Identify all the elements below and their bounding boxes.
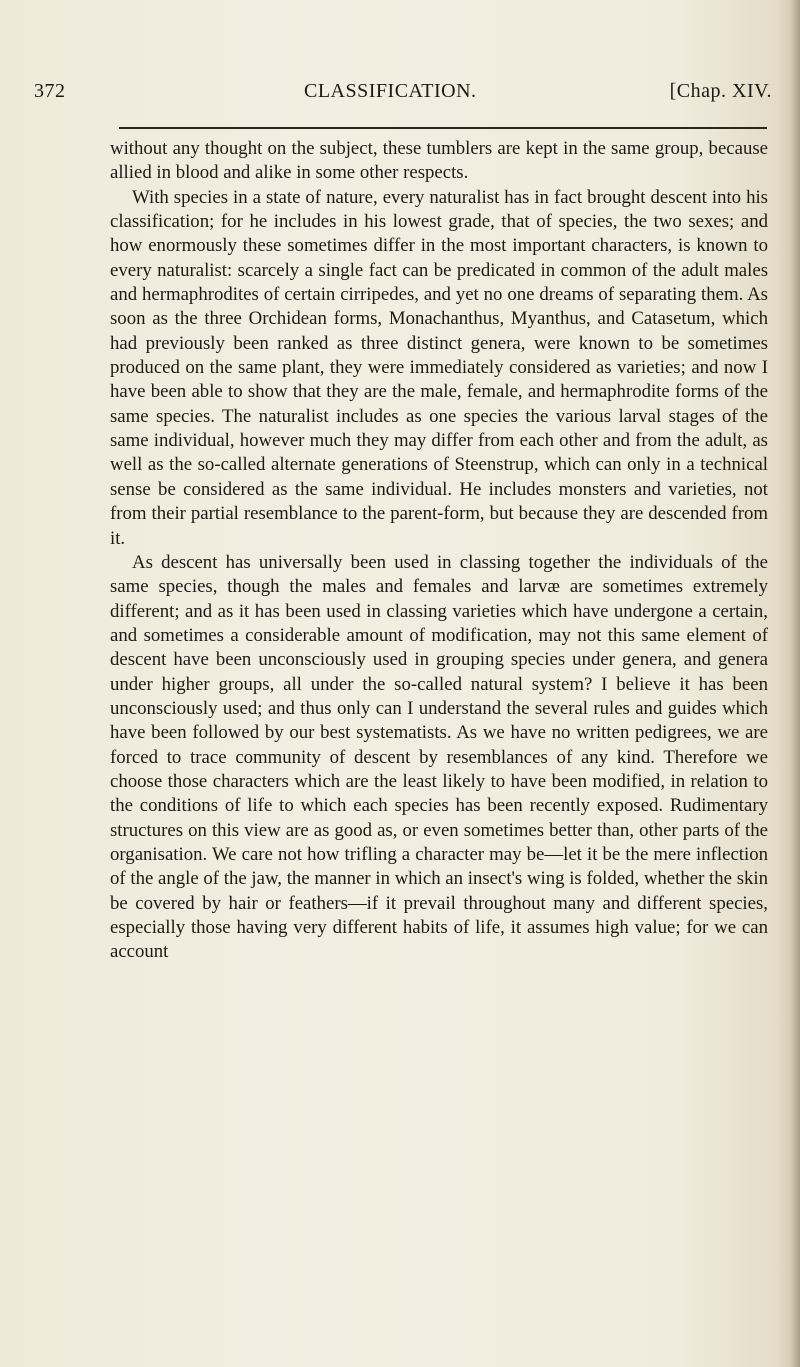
body-text [110,137,768,965]
header-rule [119,127,767,129]
running-head [34,80,772,110]
page-number: 372 [34,80,66,102]
paragraph-1: without any thought on the subject, these tumblers are kept in the same group, because allied in blood and alike in some other respects. [110,138,768,184]
chapter-title: CLASSIFICATION. [304,80,477,102]
page-edge-shadow [790,0,800,1367]
paragraph-2: With species in a state of nature, every naturalist has in fact brought descent into his classification; for he includes in his lowest grade, that of species, the two sexes; and how enormously these sometimes differ in the most important characters, is known to every naturalist: scarcely a single fact can be predicated in common of the adult males and hermaphrodites of certain cirripedes, and yet no one dreams of separating them. As soon as the three Orchidean forms, Monachanthus, Myanthus, and Catasetum, which had previously been ranked as three distinct genera, were known to be sometimes produced on the same plant, they were immediately considered as varieties; and now I have been able to show that they are the male, female, and hermaphrodite forms of the same species. The naturalist includes as one species the various larval stages of the same individual, however much they may differ from each other and from the adult, as well as the so-called alternate generations of Steenstrup, which can only in a technical sense be considered as the same individual. He includes monsters and varieties, not from their partial resemblance to the parent-form, but because they are descended from it. [110,186,768,549]
paragraph-3: As descent has universally been used in classing together the individuals of the same species, though the males and females and larvæ are sometimes extremely different; and as it has been used in classing varieties which have undergone a certain, and sometimes a considerable amount of modification, may not this same element of descent have been unconsciously used in grouping species under genera, and genera under higher groups, all under the so-called natural system? I believe it has been unconsciously used; and thus only can I understand the several rules and guides which have been followed by our best systematists. As we have no written pedigrees, we are forced to trace community of descent by resemblances of any kind. Therefore we choose those characters which are the least likely to have been modified, in relation to the conditions of life to which each species has been recently exposed. Rudimentary structures on this view are as good as, or even sometimes better than, other parts of the organisation. We care not how trifling a character may be—let it be the mere inflection of the angle of the jaw, the manner in which an insect's wing is folded, whether the skin be covered by hair or feathers—if it prevail throughout many and different species, especially those having very different habits of life, it assumes high value; for we can account [110,551,768,963]
chapter-reference: [Chap. XIV. [669,80,772,102]
